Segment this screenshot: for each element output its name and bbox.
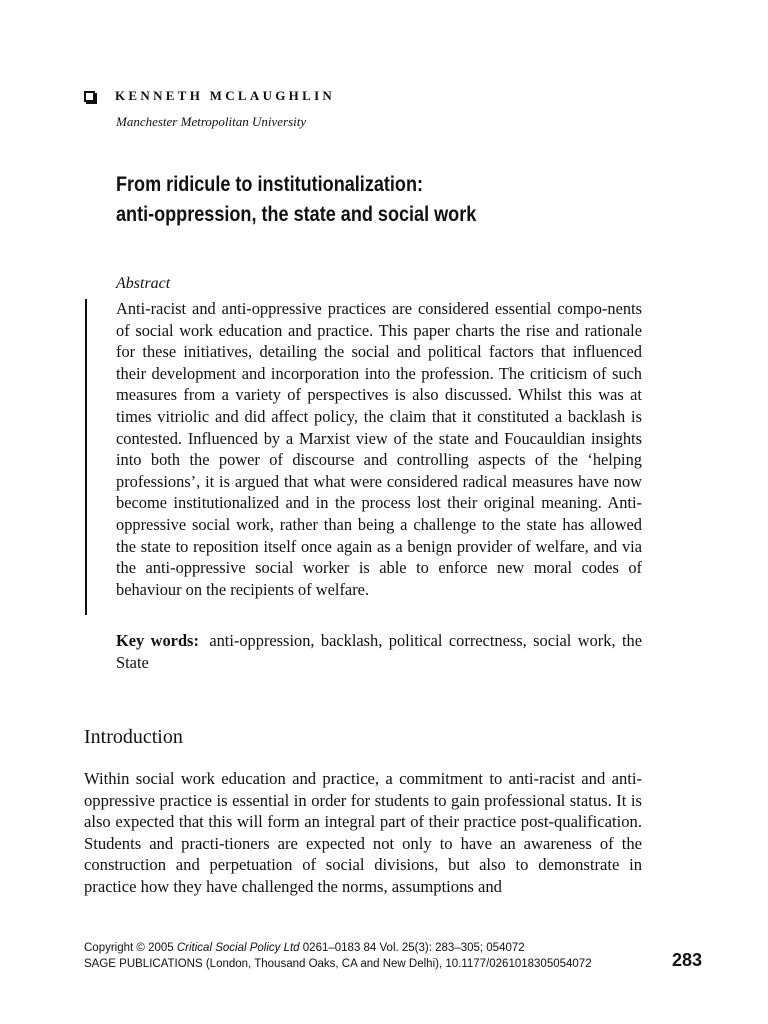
- footer-publisher-line: SAGE PUBLICATIONS (London, Thousand Oaks, CA and New Delhi), 10.1177/0261018305054072: [84, 958, 592, 970]
- author-name: KENNETH MCLAUGHLIN: [115, 88, 336, 103]
- copyright-suffix: 0261–0183 84 Vol. 25(3): 283–305; 054072: [299, 942, 525, 954]
- keywords-text: anti-oppression, backlash, political correctness, social work, the State: [116, 631, 642, 672]
- copyright-prefix: Copyright © 2005: [84, 942, 177, 954]
- article-title-line-2: anti-oppression, the state and social work: [116, 203, 477, 226]
- footer: [84, 940, 592, 972]
- introduction-text: Within social work education and practice, a commitment to anti-racist and anti-oppressive practice is essential in order for students to gain professional status. It is also expected that this will form an integral part of their practice post-qualification. Students and practi-tioners are expected not only to have an awareness of the construction and perpetuation of social divisions, but also to demonstrate in practice how they have challenged the norms, assumptions and: [84, 769, 642, 896]
- author-affiliation: Manchester Metropolitan University: [116, 114, 307, 129]
- checkbox-icon: [84, 91, 95, 102]
- article-title: [116, 170, 476, 230]
- abstract-text: Anti-racist and anti-oppressive practices are considered essential compo-nents of social work education and practice. This paper charts the rise and rationale for these initiatives, detailing the social and political factors that influenced their development and incorporation into the profession. The criticism of such measures from a variety of perspectives is also discussed. Whilst this was at times vitriolic and did affect policy, the claim that it constituted a backlash is contested. Influenced by a Marxist view of the state and Foucauldian insights into both the power of discourse and controlling aspects of the ‘helping professions’, it is argued that what were considered radical measures have now become institutionalized and in the process lost their original meaning. Anti-oppressive social work, rather than being a challenge to the state has allowed the state to reposition itself once again as a benign provider of welfare, and via the anti-oppressive social worker is able to enforce new moral codes of behaviour on the recipients of welfare.: [116, 299, 642, 599]
- section-heading-introduction: Introduction: [84, 726, 183, 748]
- journal-name: Critical Social Policy Ltd: [176, 942, 300, 954]
- keywords-label: Key words:: [116, 631, 199, 650]
- author-row: [84, 88, 335, 104]
- article-title-line-1: From ridicule to institutionalization:: [116, 173, 424, 196]
- abstract-heading: Abstract: [116, 275, 171, 292]
- page-number: 283: [672, 950, 703, 970]
- abstract-margin-rule: [85, 299, 87, 615]
- footer-copyright-line: [84, 940, 592, 956]
- keywords: [116, 630, 642, 674]
